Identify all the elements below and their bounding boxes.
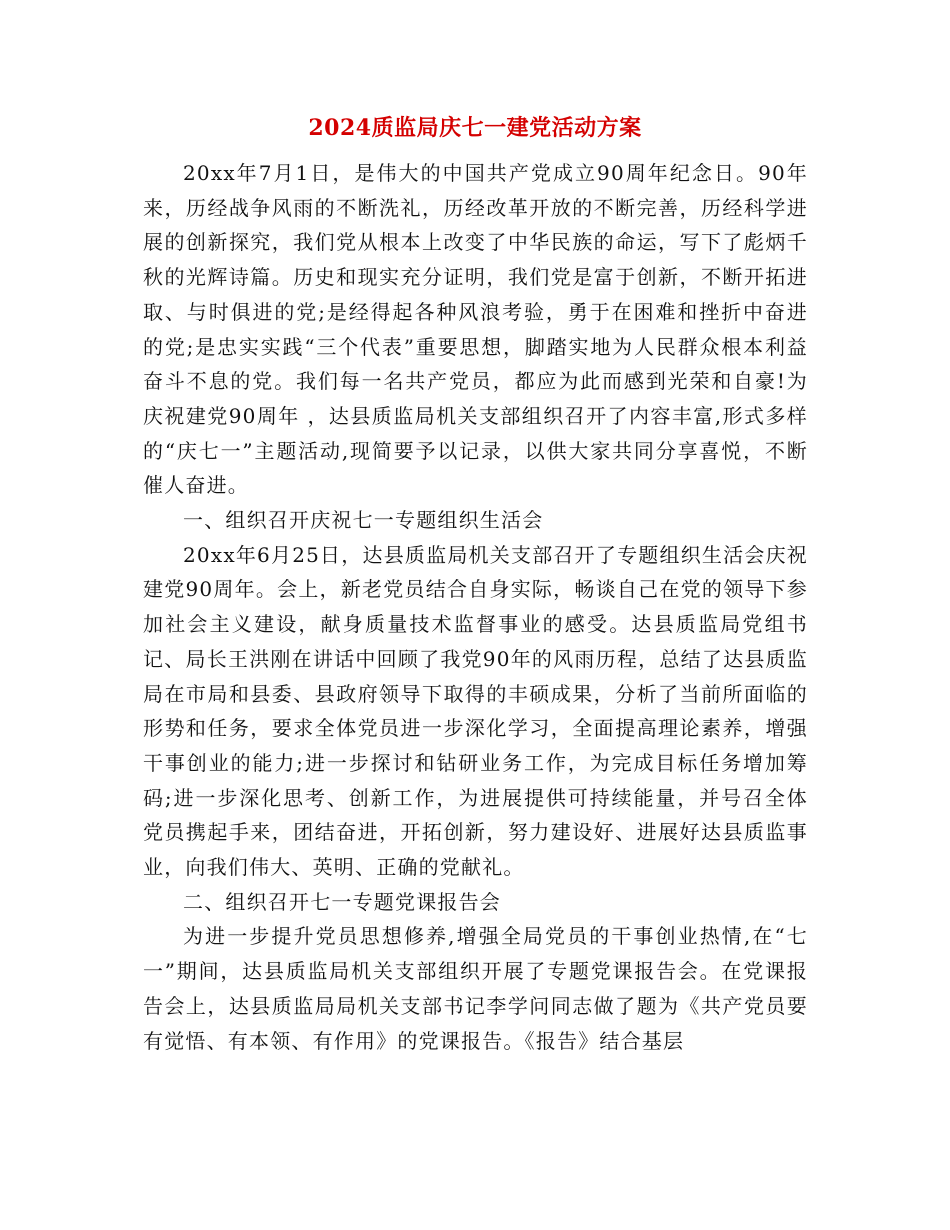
section-2-heading: 二、组织召开七一专题党课报告会 — [183, 889, 501, 914]
section-1-paragraph: 20xx年6月25日，达县质监局机关支部召开了专题组织生活会庆祝建党90周年。会上，新老党员结合自身实际，畅谈自己在党的领导下参加社会主义建设，献身质量技术监督事业的感受。达县质监局党组书记、局长王洪刚在讲话中回顾了我党90年的风雨历程，总结了达县质监局在市局和县委、县政府领导下取得的丰硕成果，分析了当前所面临的形势和任务，要求全体党员进一步深化学习，全面提高理论素养，增强干事创业的能力;进一步探讨和钻研业务工作，为完成目标任务增加筹码;进一步深化思考、创新工作，为进展提供可持续能量，并号召全体党员携起手来，团结奋进，开拓创新，努力建设好、进展好达县质监事业，向我们伟大、英明、正确的党献礼。 — [143, 542, 808, 880]
document-title: 2024质监局庆七一建党活动方案 — [308, 115, 642, 141]
section-1-heading: 一、组织召开庆祝七一专题组织生活会 — [183, 508, 544, 533]
document-body — [143, 156, 808, 1058]
section-2-paragraph: 为进一步提升党员思想修养,增强全局党员的干事创业热情,在“七一”期间，达县质监局机关支部组织开展了专题党课报告会。在党课报告会上，达县质监局局机关支部书记李学问同志做了题为《共产党员要有觉悟、有本领、有作用》的党课报告。《报告》结合基层 — [143, 924, 808, 1053]
intro-paragraph: 20xx年7月1日，是伟大的中国共产党成立90周年纪念日。90年来，历经战争风雨的不断洗礼，历经改革开放的不断完善，历经科学进展的创新探究，我们党从根本上改变了中华民族的命运，写下了彪炳千秋的光辉诗篇。历史和现实充分证明，我们党是富于创新，不断开拓进取、与时俱进的党;是经得起各种风浪考验，勇于在困难和挫折中奋进的党;是忠实实践“三个代表”重要思想，脚踏实地为人民群众根本利益奋斗不息的党。我们每一名共产党员，都应为此而感到光荣和自豪!为庆祝建党90周年 ，达县质监局机关支部组织召开了内容丰富,形式多样的“庆七一”主题活动,现简要予以记录，以供大家共同分享喜悦，不断催人奋进。 — [143, 161, 808, 498]
